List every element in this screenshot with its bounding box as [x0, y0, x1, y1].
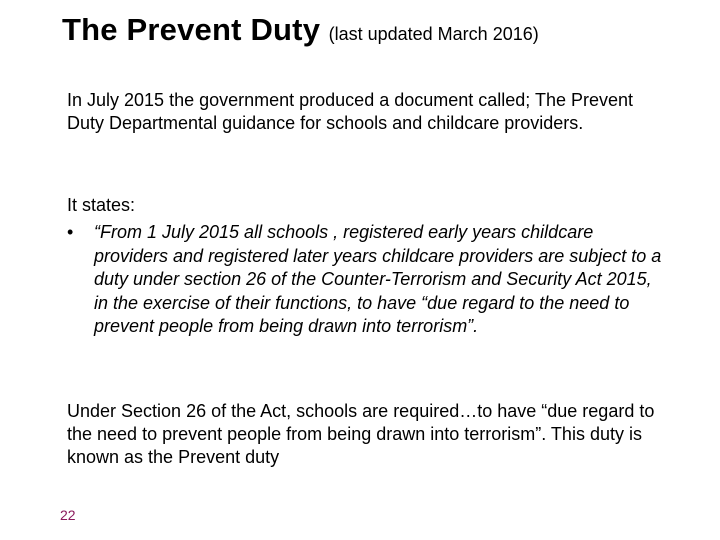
intro-paragraph: In July 2015 the government produced a document called; The Prevent Duty Departmental guidance for schools and childcare providers.: [67, 90, 634, 133]
section-26-paragraph: Under Section 26 of the Act, schools are required…to have “due regard to the need to prevent people from being drawn into terrorism”. This duty is known as the Prevent duty: [67, 401, 655, 467]
quote-text: “From 1 July 2015 all schools , registered early years childcare providers and registered later years childcare providers are subject to a duty under section 26 of the Counter-Terrorism and Security Act 2015, in the exercise of their functions, to have “due regard to the need to prevent people from being drawn into terrorism”.: [94, 222, 662, 336]
page-title: [62, 12, 539, 48]
bullet-icon: •: [67, 222, 74, 242]
title-text: The Prevent Duty: [62, 12, 321, 47]
states-label: It states:: [67, 195, 136, 215]
title-subtitle: (last updated March 2016): [328, 24, 539, 44]
page-number: 22: [60, 507, 76, 523]
